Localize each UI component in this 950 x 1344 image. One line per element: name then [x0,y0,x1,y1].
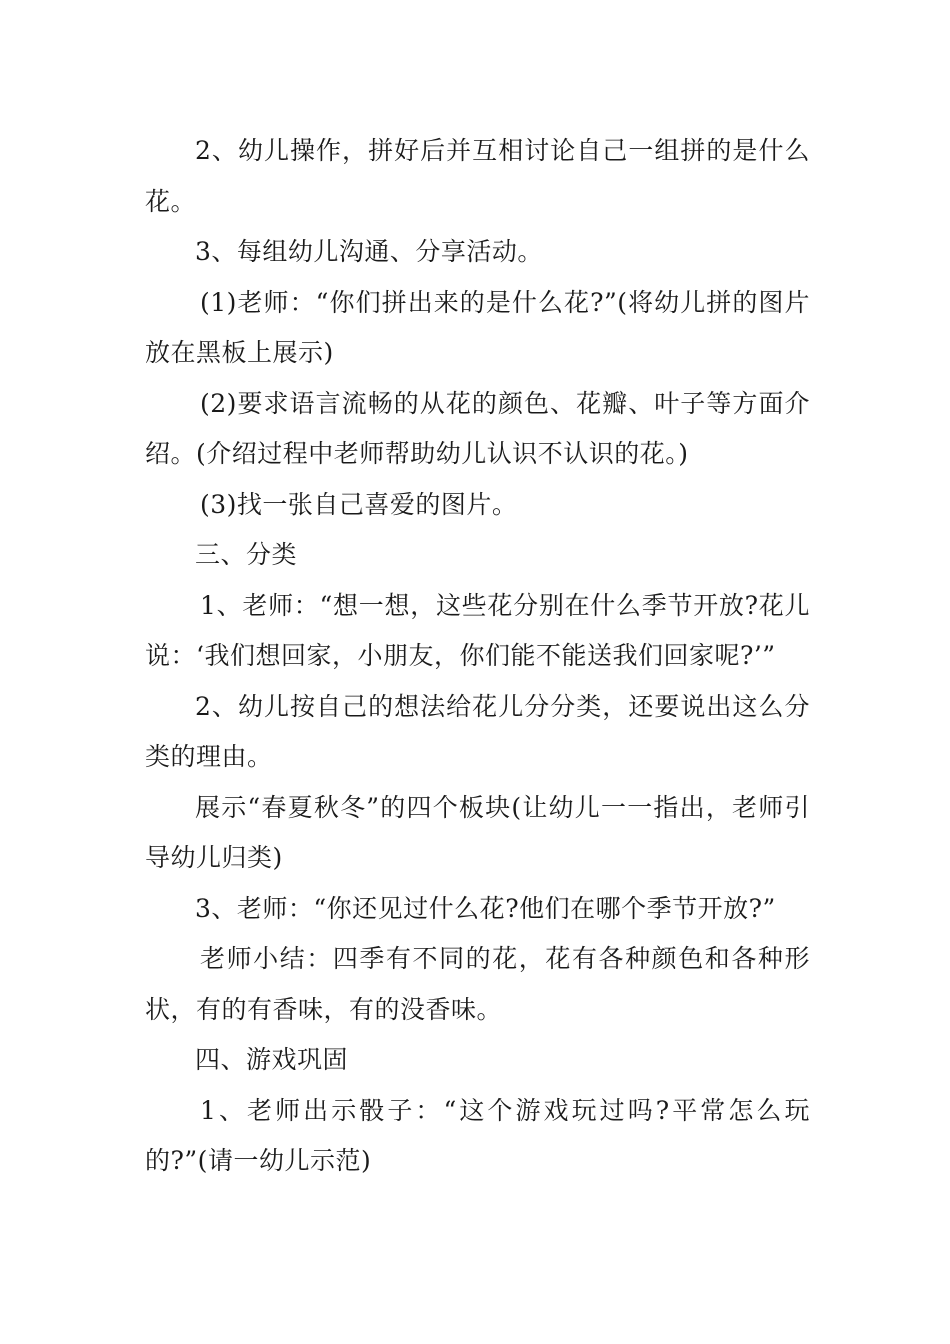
paragraph-game-1: 1、老师出示骰子：“这个游戏玩过吗?平常怎么玩的?”(请一幼儿示范) [145,1095,810,1175]
paragraph-sub-3: (3)找一张自己喜爱的图片。 [200,489,518,519]
section-heading-game: 四、游戏巩固 [195,1045,349,1074]
paragraph-classify-3: 3、老师：“你还见过什么花?他们在哪个季节开放?” [195,893,776,923]
paragraph-classify-2: 2、幼儿按自己的想法给花儿分分类，还要说出这么分类的理由。 [145,691,810,771]
paragraph-classify-1: 1、老师：“想一想，这些花分别在什么季节开放?花儿说：‘我们想回家，小朋友，你们能不能送我们回家呢?’” [145,590,810,670]
paragraph-sub-1: (1)老师：“你们拼出来的是什么花?”(将幼儿拼的图片放在黑板上展示) [145,287,810,367]
paragraph-teacher-summary: 老师小结：四季有不同的花，花有各种颜色和各种形状，有的有香味，有的没香味。 [145,944,810,1024]
section-heading-classify: 三、分类 [195,540,298,569]
paragraph-show-seasons: 展示“春夏秋冬”的四个板块(让幼儿一一指出，老师引导幼儿归类) [145,792,810,872]
paragraph-step-3-share: 3、每组幼儿沟通、分享活动。 [195,237,543,266]
paragraph-sub-2: (2)要求语言流畅的从花的颜色、花瓣、叶子等方面介绍。(介绍过程中老师帮助幼儿认识不认识的花。) [145,388,810,468]
paragraph-step-2-operate: 2、幼儿操作，拼好后并互相讨论自己一组拼的是什么花。 [145,136,810,216]
document-body [145,126,810,1187]
